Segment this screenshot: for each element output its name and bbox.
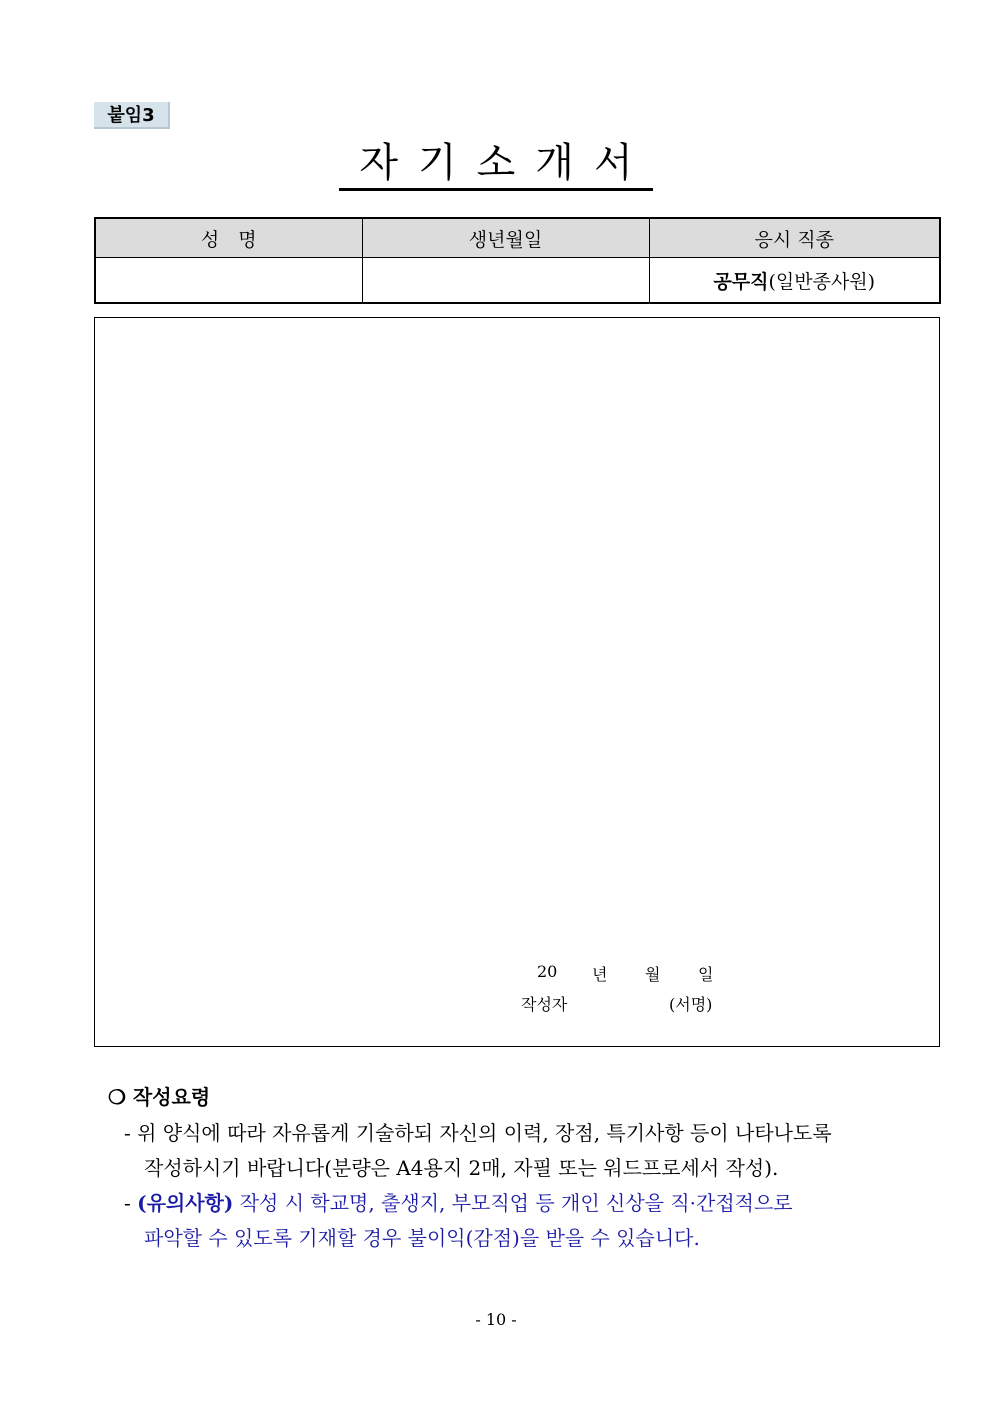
job-type-detail: (일반종사원)	[768, 270, 876, 293]
guide-dash: -	[124, 1191, 131, 1215]
date-day: 일	[698, 965, 714, 984]
header-name: 성 명	[95, 218, 362, 258]
date-year: 년	[592, 965, 608, 984]
guide-item-1-line-2: 작성하시기 바랍니다(분량은 A4용지 2매, 자필 또는 워드프로세서 작성).	[144, 1156, 779, 1180]
attachment-badge: 붙임3	[94, 102, 170, 129]
guide-heading	[108, 1080, 210, 1114]
writer-label: 작성자	[521, 995, 568, 1014]
header-job-type: 응시 직종	[649, 218, 940, 258]
guide-heading-text: 작성요령	[132, 1085, 211, 1109]
birthdate-field[interactable]	[362, 258, 649, 304]
circle-bullet-icon: ❍	[108, 1085, 126, 1109]
page-number: - 10 -	[475, 1310, 517, 1329]
applicant-info-table	[94, 217, 941, 304]
page-title-text: 자기소개서	[339, 138, 652, 191]
job-type-value	[649, 258, 940, 304]
name-field[interactable]	[95, 258, 362, 304]
signature-label: (서명)	[669, 995, 713, 1014]
guide-item-2-line-1	[124, 1186, 793, 1220]
caution-text: 작성 시 학교명, 출생지, 부모직업 등 개인 신상을 직·간접적으로	[233, 1191, 793, 1215]
job-type-bold: 공무직	[713, 270, 769, 293]
guide-item-1-line-1: - 위 양식에 따라 자유롭게 기술하되 자신의 이력, 장점, 특기사항 등이 나타나도록	[124, 1121, 832, 1145]
header-birthdate: 생년월일	[362, 218, 649, 258]
date-year-prefix: 20	[537, 962, 558, 981]
guide-item-2-line-2: 파악할 수 있도록 기재할 경우 불이익(감점)을 받을 수 있습니다.	[144, 1226, 700, 1250]
page-title	[0, 138, 992, 191]
date-month: 월	[645, 965, 661, 984]
table-value-row	[95, 258, 940, 304]
table-header-row	[95, 218, 940, 258]
self-introduction-area[interactable]	[94, 317, 940, 1047]
caution-label: (유의사항)	[137, 1191, 234, 1215]
